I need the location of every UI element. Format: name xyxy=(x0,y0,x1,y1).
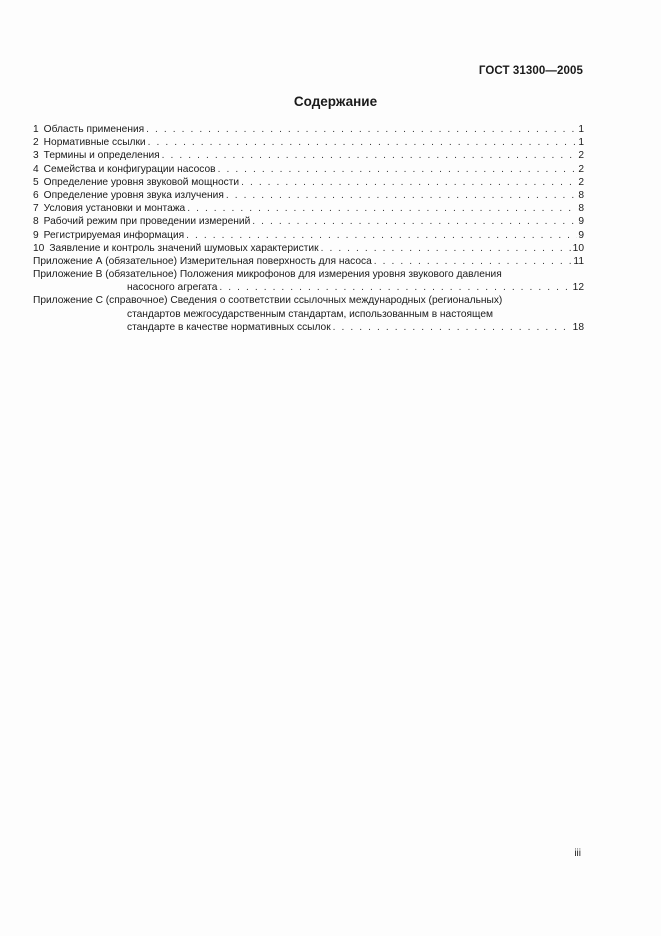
toc-entry-number: 10 xyxy=(33,242,45,254)
toc-entry-5[interactable] xyxy=(33,176,584,189)
dot-leader xyxy=(252,215,577,228)
toc-entry-label: Семейства и конфигурации насосов xyxy=(43,163,216,175)
toc-entry-label: Определение уровня звука излучения xyxy=(43,189,224,201)
toc-entry-page: 1 xyxy=(578,124,584,135)
toc-entry-label: Регистрируемая информация xyxy=(43,229,185,241)
dot-leader xyxy=(219,281,571,294)
dot-leader xyxy=(187,202,577,215)
toc-entry-label: Заявление и контроль значений шумовых характеристик xyxy=(49,242,319,254)
toc-entry-label-continued: стандарте в качестве нормативных ссылок xyxy=(127,321,331,333)
dot-leader xyxy=(186,229,577,242)
toc-entry-7[interactable] xyxy=(33,202,584,215)
toc-entry-page: 18 xyxy=(572,321,584,333)
toc-entry-6[interactable] xyxy=(33,189,584,202)
toc-entry-number: 8 xyxy=(33,216,39,228)
toc-appendix-c[interactable] xyxy=(33,294,584,307)
toc-entry-label: Область применения xyxy=(43,124,145,135)
toc-entry-page: 2 xyxy=(578,176,584,188)
toc-entry-page: 9 xyxy=(578,229,584,241)
toc-entry-8[interactable] xyxy=(33,215,584,228)
toc-entry-page: 11 xyxy=(573,255,584,267)
toc-entry-label: Приложение В (обязательное) Положения микрофонов для измерения уровня звукового давления xyxy=(33,269,502,281)
dot-leader xyxy=(226,189,577,202)
toc-appendix-b-continued[interactable] xyxy=(33,281,584,294)
dot-leader xyxy=(218,163,578,176)
toc-entry-number: 7 xyxy=(33,203,39,215)
toc-entry-number: 4 xyxy=(33,163,39,175)
toc-entry-label-continued: стандартов межгосударственным стандартам, использованным в настоящем xyxy=(127,308,493,320)
toc-entry-page: 2 xyxy=(578,163,584,175)
dot-leader xyxy=(374,255,573,268)
toc-entry-page: 9 xyxy=(578,216,584,228)
toc-entry-label: Определение уровня звуковой мощности xyxy=(43,176,240,188)
toc-entry-page: 12 xyxy=(572,282,584,294)
toc-appendix-c-continued-2[interactable] xyxy=(33,321,584,334)
toc-entry-number: 3 xyxy=(33,150,39,162)
toc-entry-number: 9 xyxy=(33,229,39,241)
toc-entry-page: 1 xyxy=(578,137,584,149)
standard-id-header: ГОСТ 31300—2005 xyxy=(478,65,583,77)
toc-entry-number: 5 xyxy=(33,176,39,188)
toc-entry-number: 6 xyxy=(33,189,39,201)
table-of-contents xyxy=(33,123,584,334)
toc-entry-page: 8 xyxy=(578,189,584,201)
toc-entry-1[interactable] xyxy=(33,123,584,136)
toc-entry-label: Приложение А (обязательное) Измерительная поверхность для насоса xyxy=(33,255,372,267)
toc-entry-10[interactable] xyxy=(33,242,584,255)
toc-entry-page: 8 xyxy=(578,203,584,215)
toc-entry-2[interactable] xyxy=(33,136,584,149)
dot-leader xyxy=(241,176,577,189)
toc-entry-page: 2 xyxy=(578,150,584,162)
toc-entry-label: Приложение С (справочное) Сведения о соответствии ссылочных международных (региональных) xyxy=(33,295,503,307)
page-folio: iii xyxy=(574,848,581,859)
dot-leader xyxy=(333,321,572,334)
toc-entry-number: 1 xyxy=(33,124,39,135)
toc-entry-label: Нормативные ссылки xyxy=(43,137,146,149)
toc-entry-label: Рабочий режим при проведении измерений xyxy=(43,216,251,228)
toc-entry-page: 10 xyxy=(572,242,584,254)
dot-leader xyxy=(146,123,577,136)
toc-entry-9[interactable] xyxy=(33,229,584,242)
toc-entry-4[interactable] xyxy=(33,163,584,176)
toc-entry-number: 2 xyxy=(33,137,39,149)
toc-appendix-c-continued[interactable] xyxy=(33,308,584,321)
dot-leader xyxy=(148,136,578,149)
toc-appendix-a[interactable] xyxy=(33,255,584,268)
toc-entry-label: Условия установки и монтажа xyxy=(43,203,186,215)
toc-appendix-b[interactable] xyxy=(33,268,584,281)
dot-leader xyxy=(321,242,572,255)
page-title: Содержание xyxy=(293,94,378,109)
dot-leader xyxy=(162,149,578,162)
toc-entry-label-continued: насосного агрегата xyxy=(127,282,218,294)
toc-entry-label: Термины и определения xyxy=(43,150,160,162)
toc-entry-3[interactable] xyxy=(33,149,584,162)
